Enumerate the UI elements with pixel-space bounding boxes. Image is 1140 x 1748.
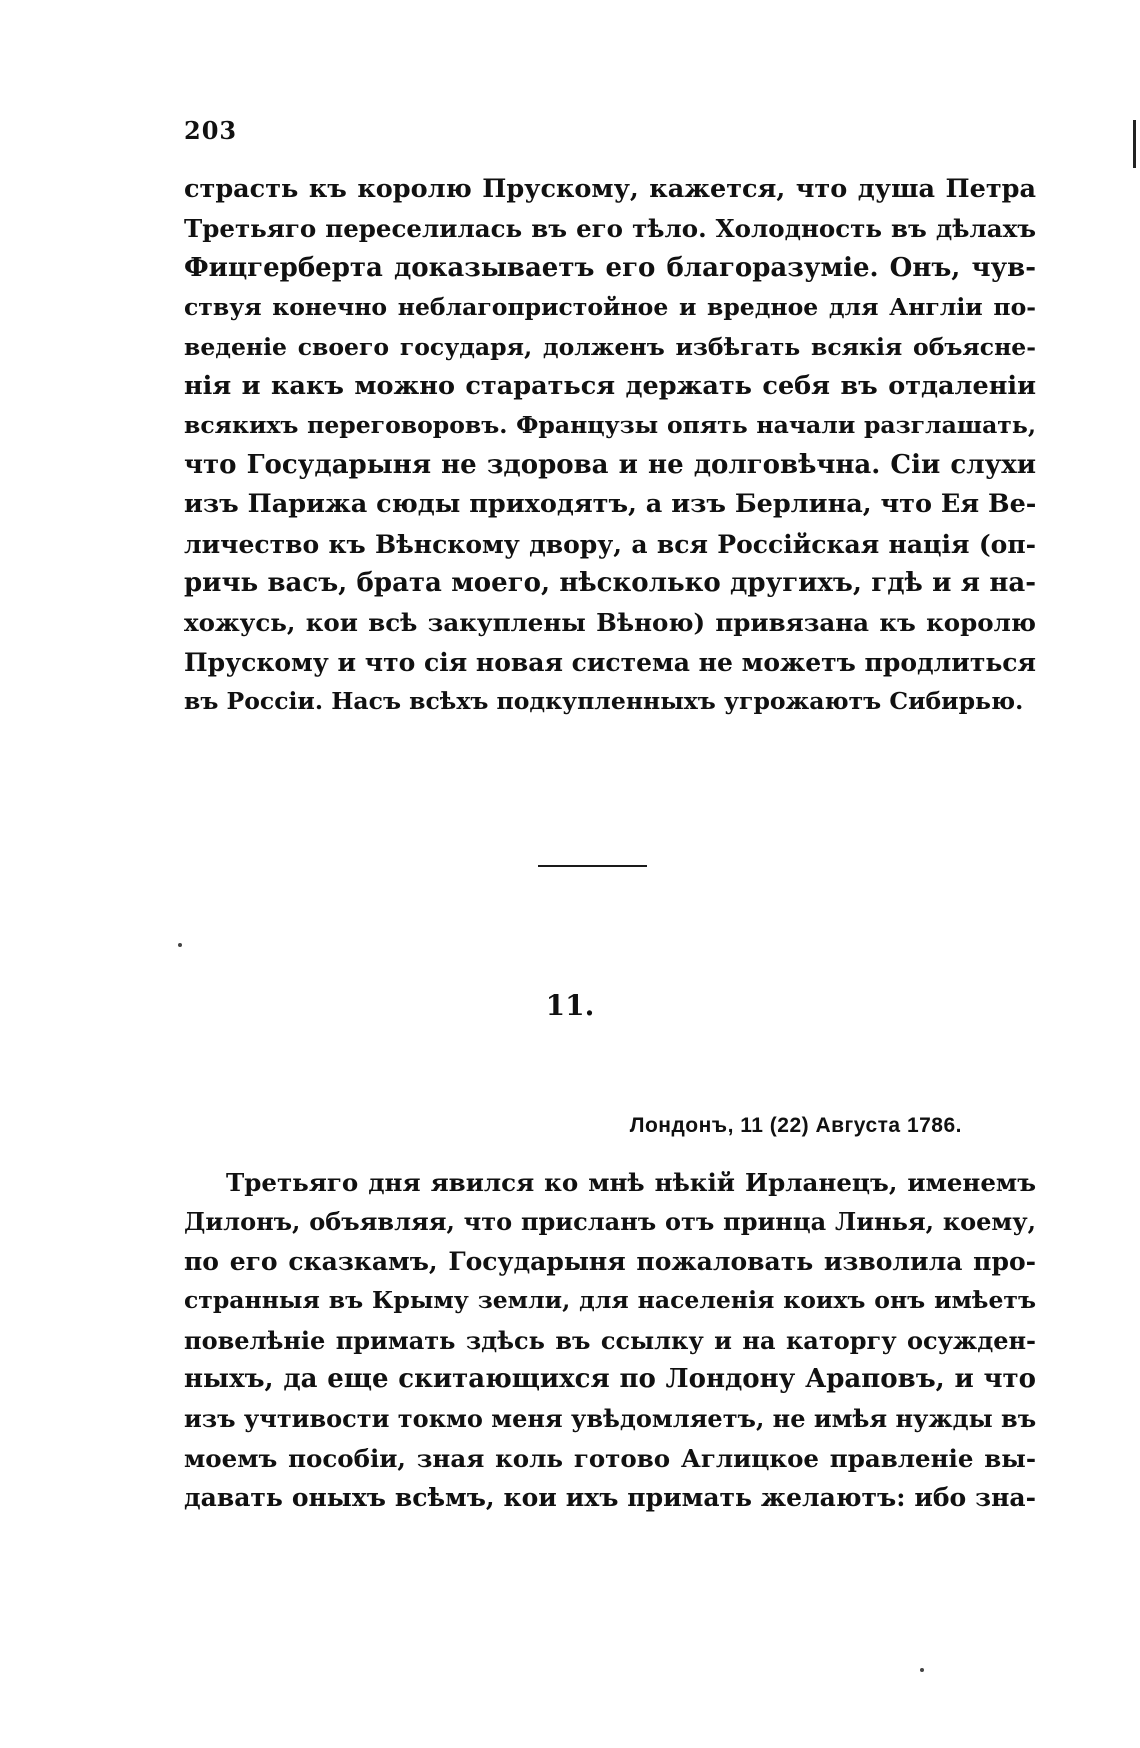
text-line: странныя въ Крыму земли, для населенія коихъ онъ имѣетъ [184, 1286, 1036, 1315]
text-line: Третьяго переселилась въ его тѣло. Холодность въ дѣлахъ [184, 214, 1036, 244]
text-line: Дилонъ, объявляя, что присланъ отъ принца Линья, коему, [184, 1207, 1036, 1237]
scan-edge-mark [1133, 120, 1136, 168]
text-line: ныхъ, да еще скитающихся по Лондону Араповъ, и что [184, 1364, 1036, 1395]
text-line: Прускому и что сія новая система не можетъ продлиться [184, 647, 1036, 677]
page-number: 203 [184, 116, 238, 145]
text-line: хожусь, кои всѣ закуплены Вѣною) привязана къ королю [184, 608, 1036, 638]
letter-body [184, 1163, 1036, 1518]
text-line: веденіе своего государя, долженъ избѣгать всякія объясне- [184, 332, 1036, 361]
text-line: Фицгерберта доказываетъ его благоразуміе. Онъ, чув- [184, 252, 1036, 283]
text-line: по его сказкамъ, Государыня пожаловать изволила про- [184, 1246, 1036, 1276]
text-line: Третьяго дня явился ко мнѣ нѣкій Ирланецъ, именемъ [226, 1168, 1036, 1197]
text-line: изъ учтивости токмо меня увѣдомляетъ, не имѣя нужды въ [184, 1404, 1037, 1434]
section-divider [538, 865, 647, 867]
text-line: всякихъ переговоровъ. Французы опять начали разглашать, [184, 411, 1036, 440]
text-line: ричь васъ, брата моего, нѣсколько другихъ, гдѣ и я на- [184, 568, 1036, 599]
text-line: личество къ Вѣнскому двору, а вся Россійская нація (оп- [184, 529, 1036, 559]
text-line: изъ Парижа сюды приходятъ, а изъ Берлина, что Ея Ве- [184, 489, 1037, 520]
letter-number: 11. [545, 989, 595, 1022]
letter-dateline: Лондонъ, 11 (22) Августа 1786. [629, 1114, 962, 1137]
letter-continuation [184, 170, 1036, 722]
scan-speck [920, 1668, 924, 1672]
text-line: что Государыня не здорова и не долговѣчна. Сіи слухи [184, 449, 1036, 480]
text-line: въ Россіи. Насъ всѣхъ подкупленныхъ угрожаютъ Сибирью. [184, 687, 1024, 716]
text-line: моемъ пособіи, зная коль готово Аглицкое правленіе вы- [184, 1443, 1036, 1473]
text-line: нія и какъ можно стараться держать себя въ отдаленіи [184, 371, 1036, 402]
text-line: давать оныхъ всѣмъ, кои ихъ примать желаютъ: ибо зна- [184, 1483, 1036, 1513]
text-line: повелѣніе примать здѣсь въ ссылку и на каторгу осужден- [184, 1325, 1036, 1355]
scan-speck [178, 943, 182, 947]
text-line: ствуя конечно неблагопристойное и вредное для Англіи по- [184, 293, 1036, 322]
text-line: страсть къ королю Прускому, кажется, что душа Петра [184, 174, 1036, 204]
